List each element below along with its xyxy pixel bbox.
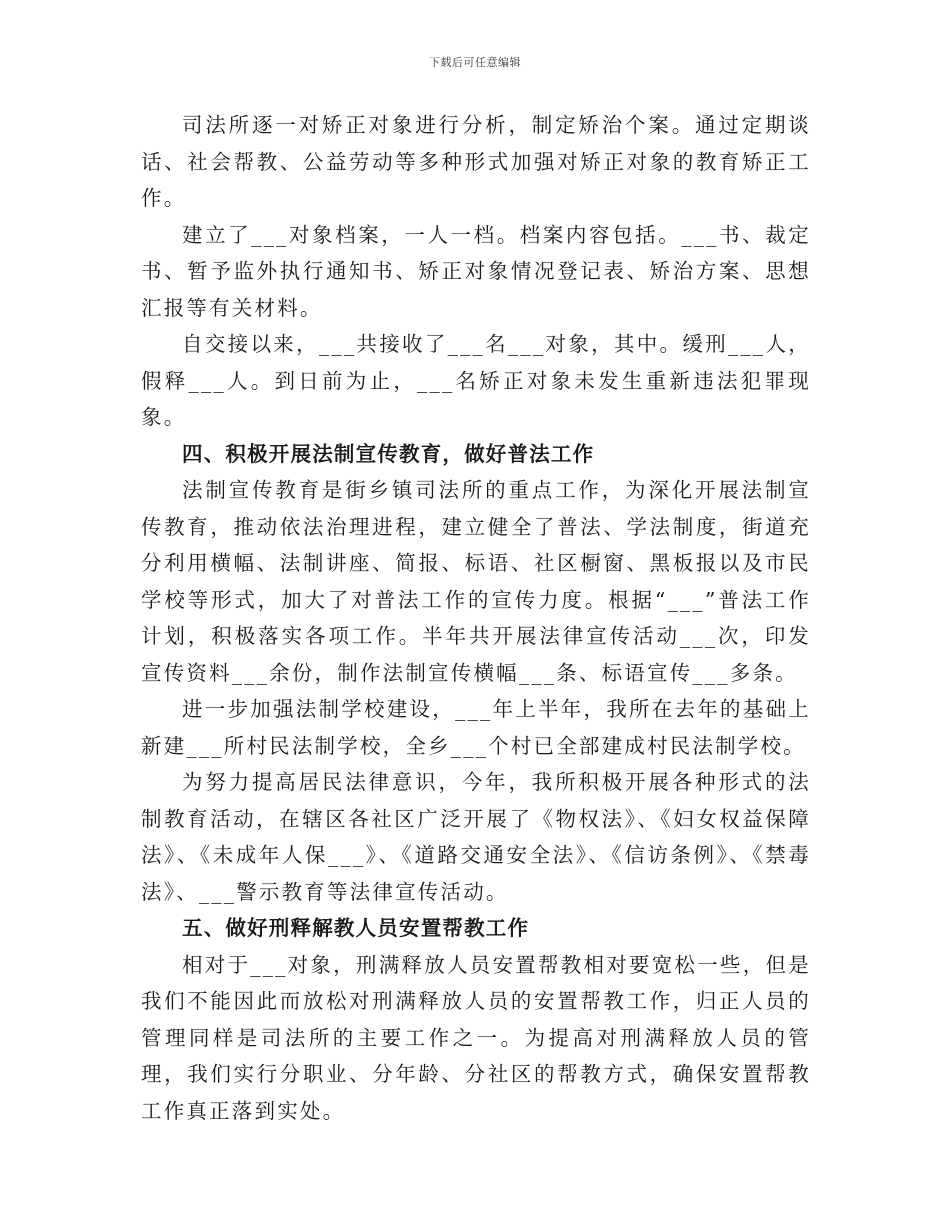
paragraph-correction-analysis: 司法所逐一对矫正对象进行分析，制定矫治个案。通过定期谈话、社会帮教、公益劳动等多种形式加强对矫正对象的教育矫正工作。: [141, 113, 811, 210]
page-header: 下载后可任意编辑: [429, 56, 521, 69]
paragraph-intake-count: 自交接以来，___共接收了___名___对象，其中。缓刑___人，假释___人。到日前为止，___名矫正对象未发生重新违法犯罪现象。: [141, 332, 811, 429]
document-body: [141, 107, 811, 1129]
section-heading-resettlement: 五、做好刑释解教人员安置帮教工作: [182, 916, 530, 940]
paragraph-archives: 建立了___对象档案，一人一档。档案内容包括。___书、裁定书、暂予监外执行通知书、矫正对象情况登记表、矫治方案、思想汇报等有关材料。: [141, 222, 811, 320]
paragraph-legal-publicity: 法制宣传教育是街乡镇司法所的重点工作，为深化开展法制宣传教育，推动依法治理进程，建立健全了普法、学法制度，街道充分利用横幅、法制讲座、简报、标语、社区橱窗、黑板报以及市民学校等形式，加大了对普法工作的宣传力度。根据“___”普法工作计划，积极落实各项工作。半年共开展法律宣传活动___次，印发宣传资料___余份，制作法制宣传横幅___条、标语宣传___多条。: [141, 478, 811, 685]
paragraph-awareness-activities: 为努力提高居民法律意识，今年，我所积极开展各种形式的法制教育活动，在辖区各社区广泛开展了《物权法》、《妇女权益保障法》、《未成年人保___》、《道路交通安全法》、《信访条例》、《禁毒法》、___警示教育等法律宣传活动。: [141, 770, 811, 904]
paragraph-resettlement-work: 相对于___对象，刑满释放人员安置帮教相对要宽松一些，但是我们不能因此而放松对刑满释放人员的安置帮教工作，归正人员的管理同样是司法所的主要工作之一。为提高对刑满释放人员的管理，我们实行分职业、分年龄、分社区的帮教方式，确保安置帮教工作真正落到实处。: [141, 952, 811, 1123]
section-heading-legal-education: 四、积极开展法制宣传教育，做好普法工作: [182, 441, 595, 466]
paragraph-law-schools: 进一步加强法制学校建设，___年上半年，我所在去年的基础上新建___所村民法制学校，全乡___个村已全部建成村民法制学校。: [141, 697, 811, 758]
